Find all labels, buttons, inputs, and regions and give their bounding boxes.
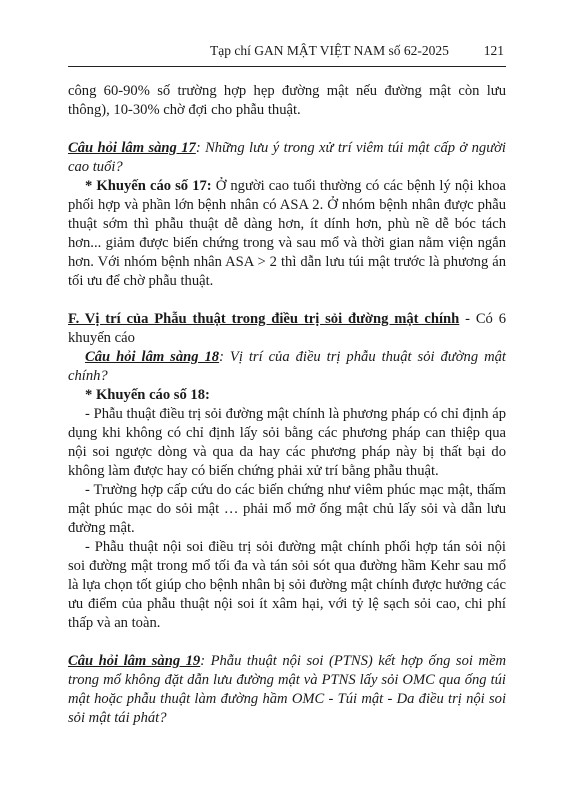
question-18-label: Câu hỏi lâm sàng 18 <box>85 349 220 365</box>
recommendation-17-label: * Khuyến cáo số 17: <box>85 178 212 194</box>
recommendation-18-item: - Phẫu thuật điều trị sỏi đường mật chính là phương pháp có chỉ định áp dụng khi không có chỉ định lấy sỏi bằng các phương pháp can thiệp qua nội soi ngược dòng và qua da hay các phương pháp này bị thất bại do không làm được hay có biến chứng phải xử trí bằng phẫu thuật. <box>68 406 506 479</box>
clinical-question-17 <box>68 139 506 177</box>
section-f-suffix: - Có 6 khuyến cáo <box>68 311 507 346</box>
spacer <box>68 120 506 139</box>
question-19-label: Câu hỏi lâm sàng 19 <box>68 653 201 669</box>
clinical-question-19 <box>68 652 506 728</box>
journal-title: Tạp chí GAN MẬT VIỆT NAM số 62-2025 <box>210 43 449 58</box>
question-17-text: Những lưu ý trong xử trí viêm túi mật cấp ở người cao tuổi? <box>68 140 506 175</box>
question-17-separator: : <box>195 140 206 156</box>
question-18-text: Vị trí của điều trị phẫu thuật sỏi đường mật chính? <box>68 349 506 384</box>
question-17-label: Câu hỏi lâm sàng 17 <box>68 140 196 156</box>
page-number: 121 <box>483 43 504 58</box>
body-text <box>68 82 506 728</box>
question-19-separator: : <box>200 653 211 669</box>
section-f-title: F. Vị trí của Phẫu thuật trong điều trị sỏi đường mật chính <box>68 311 460 327</box>
recommendation-17-text: Ở người cao tuổi thường có các bệnh lý nội khoa phối hợp và phần lớn bệnh nhân có ASA 2. Ở nhóm bệnh nhân được phẫu thuật sớm thì phẫu thuật dễ dàng hơn, ít dính hơn, phù nề dễ bóc tách hơn... giảm được biến chứng trong và sau mổ và thời gian nằm viện ngắn hơn. Với nhóm bệnh nhân ASA > 2 thì dẫn lưu túi mật trước là phương án tối ưu để chờ phẫu thuật. <box>68 178 506 289</box>
intro-paragraph: công 60-90% số trường hợp hẹp đường mật nếu đường mật còn lưu thông), 10-30% chờ đợi cho phẫu thuật. <box>68 83 506 118</box>
section-f-heading <box>68 310 506 348</box>
recommendation-18-heading: * Khuyến cáo số 18: <box>85 387 210 403</box>
recommendation-18-item: - Trường hợp cấp cứu do các biến chứng như viêm phúc mạc mật, thấm mật phúc mạc do sỏi mật … phải mổ mở ống mật chủ lấy sỏi và dẫn lưu đường mật. <box>68 482 506 536</box>
recommendation-18-label <box>68 386 506 405</box>
recommendation-18-item: - Phẫu thuật nội soi điều trị sỏi đường mật chính phối hợp tán sỏi nội soi đường mật trong mổ tối đa và tán sỏi sót qua đường hầm Kehr sau mổ là lựa chọn tốt giúp cho bệnh nhân bị sỏi đường mật chính được hưởng các ưu điểm của phẫu thuật nội soi ít xâm hại, với tỷ lệ sạch sỏi cao, chi phí thấp và an toàn. <box>68 539 506 631</box>
recommendation-17 <box>68 177 506 291</box>
question-18-separator: : <box>219 349 230 365</box>
running-header <box>68 40 506 67</box>
question-19-text: Phẫu thuật nội soi (PTNS) kết hợp ống soi mềm trong mổ không đặt dẫn lưu đường mật và PTNS lấy sỏi OMC qua ống túi mật hoặc phẫu thuật làm đường hầm OMC - Túi mật - Da điều trị nội soi sỏi mật tái phát? <box>68 653 506 726</box>
clinical-question-18 <box>68 348 506 386</box>
spacer <box>68 633 506 652</box>
spacer <box>68 291 506 310</box>
